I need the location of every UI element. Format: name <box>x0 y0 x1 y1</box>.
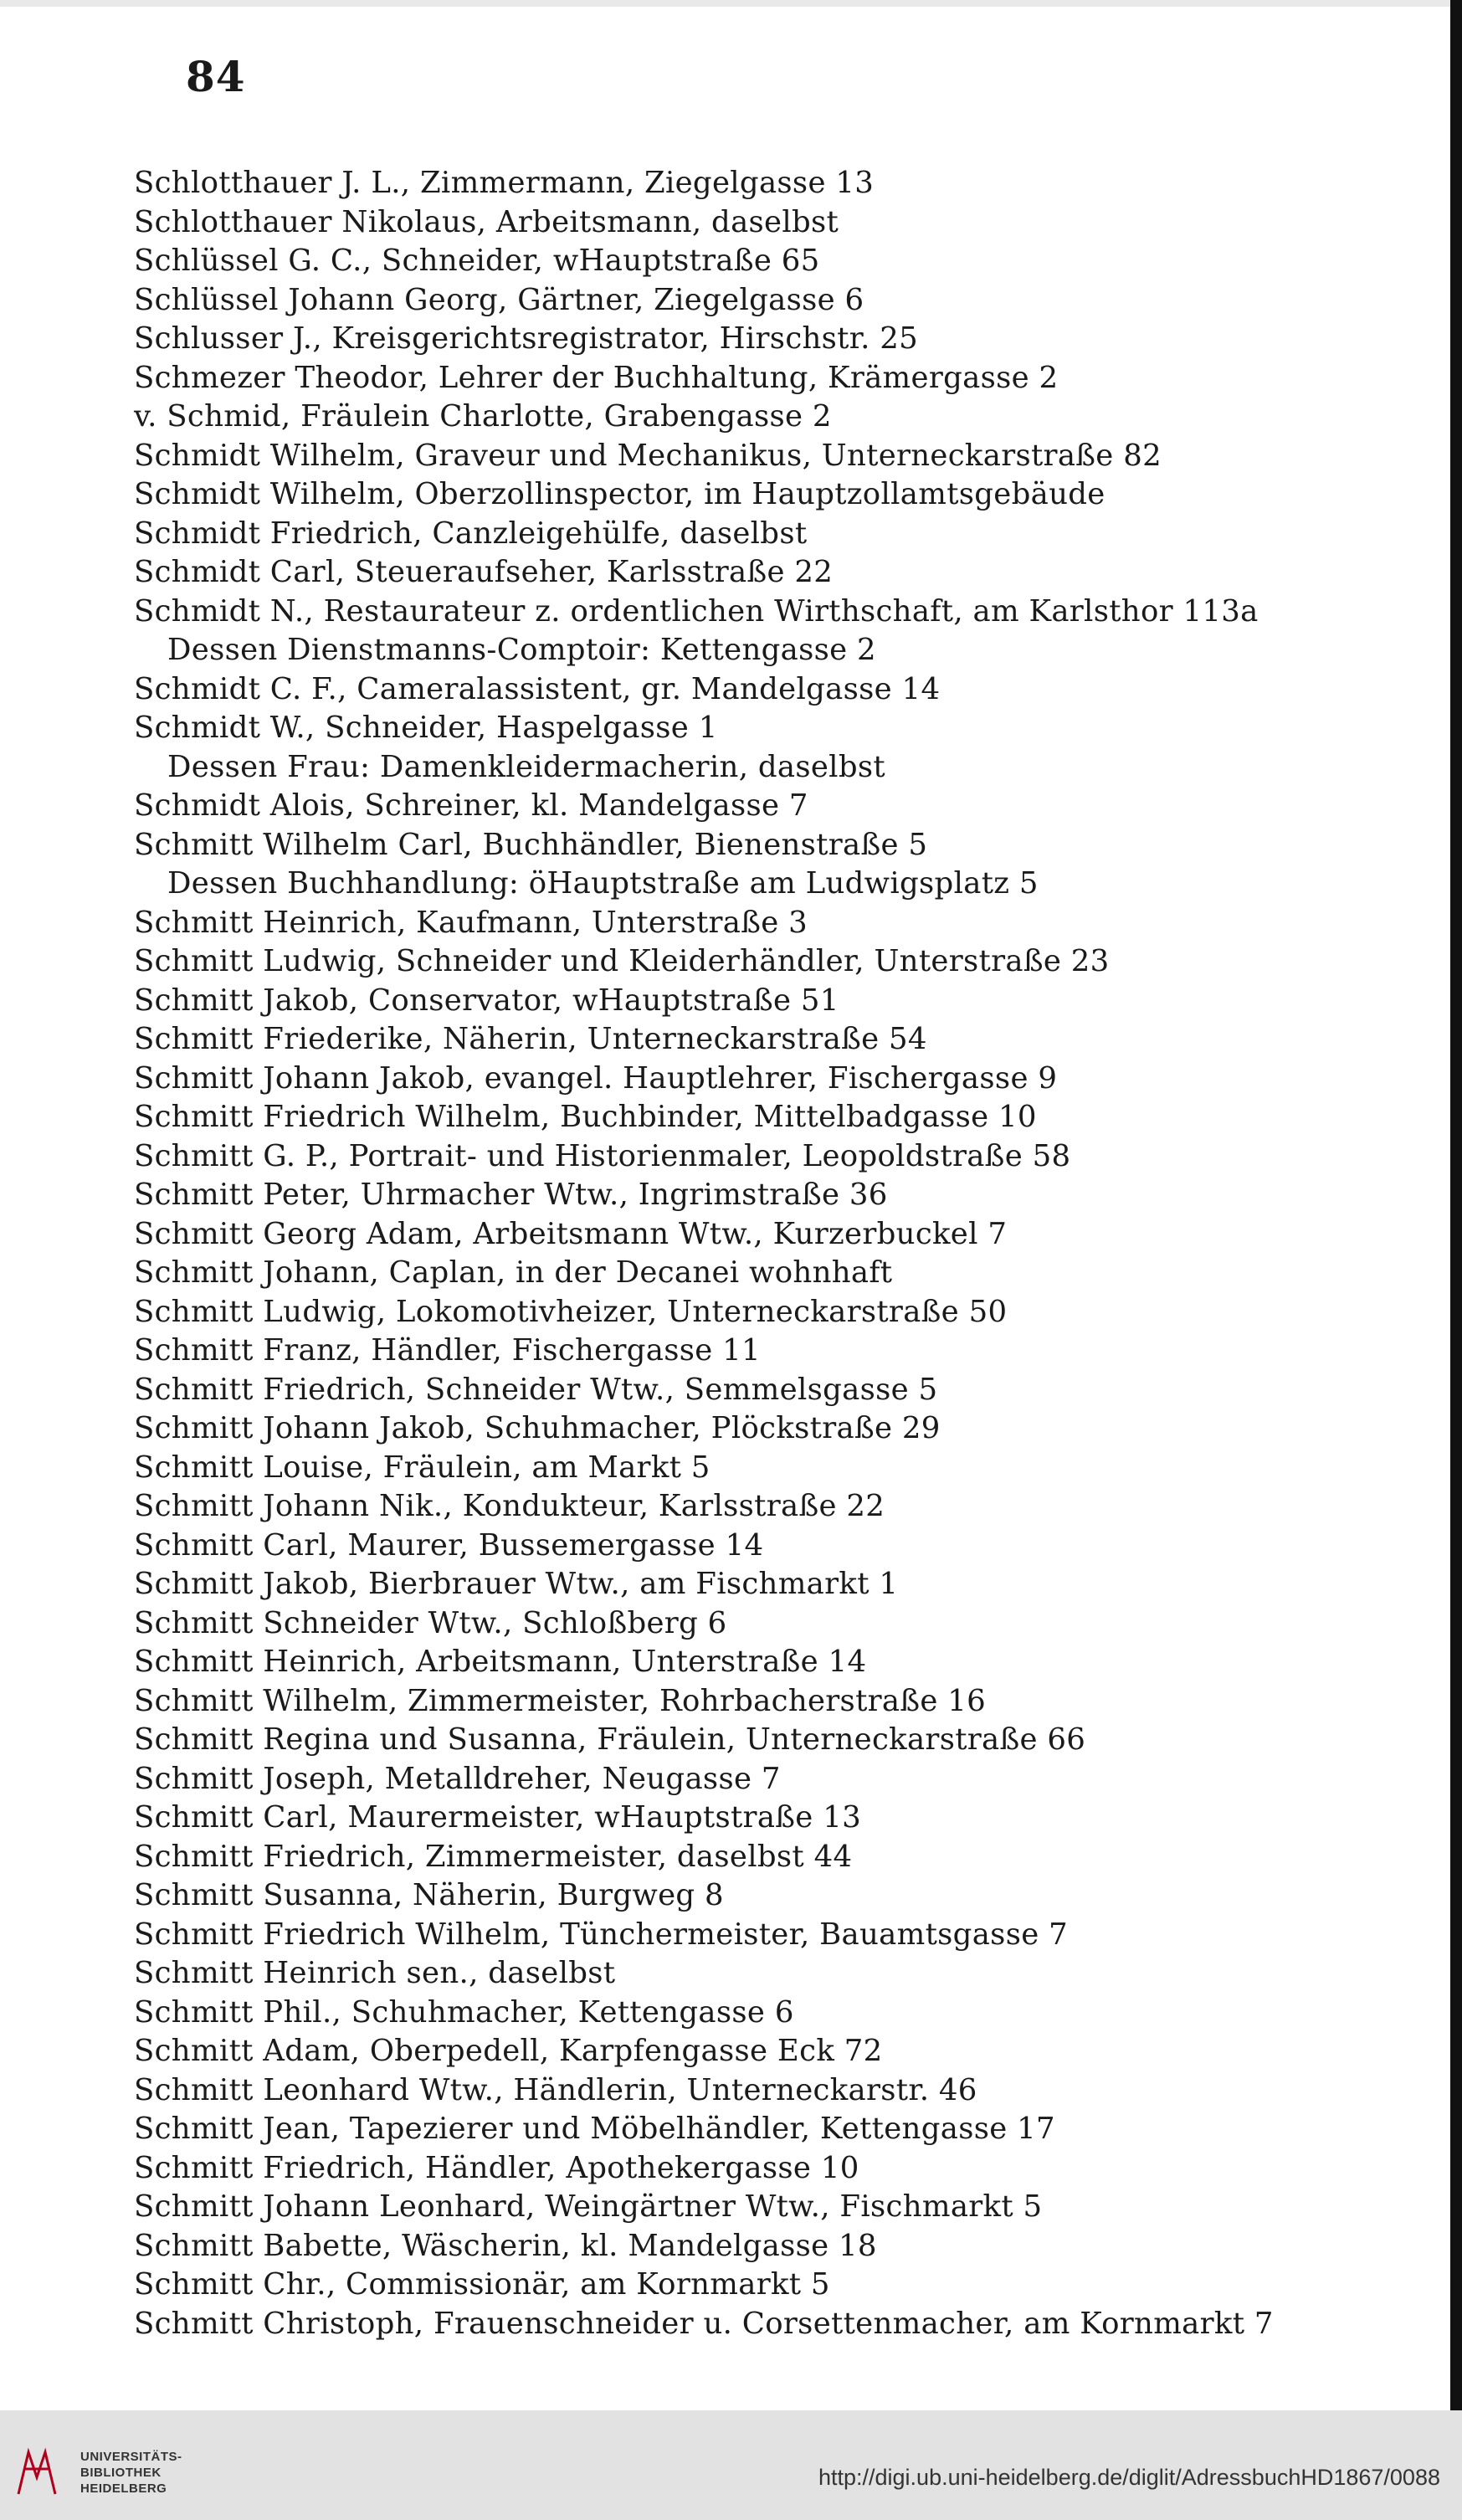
directory-entry: Schmezer Theodor, Lehrer der Buchhaltung, Krämergasse 2 <box>134 360 1059 395</box>
page-number: 84 <box>186 52 246 101</box>
directory-entry: Schmitt Joseph, Metalldreher, Neugasse 7 <box>134 1761 781 1796</box>
directory-entry: Schmitt Friedrich, Zimmermeister, daselbst 44 <box>134 1839 853 1874</box>
directory-entry: Schlotthauer J. L., Zimmermann, Ziegelgasse 13 <box>134 166 875 200</box>
directory-entry: Schlüssel Johann Georg, Gärtner, Ziegelgasse 6 <box>134 282 864 317</box>
directory-entry: Schmitt Adam, Oberpedell, Karpfengasse Eck 72 <box>134 2034 883 2068</box>
directory-subentry: Dessen Buchhandlung: öHauptstraße am Ludwigsplatz 5 <box>167 866 1039 901</box>
directory-entry: Schmitt Carl, Maurermeister, wHauptstraße 13 <box>134 1800 861 1835</box>
library-name-line: UNIVERSITÄTS- <box>80 2450 182 2464</box>
page-edge-shadow <box>1450 0 1462 2410</box>
library-seal-icon <box>12 2444 62 2502</box>
directory-entry: Schmitt Babette, Wäscherin, kl. Mandelgasse 18 <box>134 2228 877 2263</box>
source-url-link[interactable]: http://digi.ub.uni-heidelberg.de/diglit/AdressbuchHD1867/0088 <box>818 2465 1440 2490</box>
directory-entry: v. Schmid, Fräulein Charlotte, Grabengasse 2 <box>134 399 832 434</box>
directory-entry: Schmitt Carl, Maurer, Bussemergasse 14 <box>134 1527 764 1563</box>
directory-entry: Schmitt Peter, Uhrmacher Wtw., Ingrimstraße 36 <box>134 1178 888 1212</box>
directory-entry: Schlusser J., Kreisgerichtsregistrator, Hirschstr. 25 <box>134 321 919 356</box>
directory-entry: Schmitt Phil., Schuhmacher, Kettengasse 6 <box>134 1994 794 2030</box>
directory-entry: Schmitt Johann Jakob, evangel. Hauptlehrer, Fischergasse 9 <box>134 1060 1058 1096</box>
directory-entry: Schmidt C. F., Cameralassistent, gr. Mandelgasse 14 <box>134 671 941 706</box>
directory-entry: Schmitt Regina und Susanna, Fräulein, Unterneckarstraße 66 <box>134 1722 1086 1757</box>
top-edge <box>0 0 1462 7</box>
directory-entry: Schmitt Jakob, Conservator, wHauptstraße 51 <box>134 983 839 1018</box>
directory-entry: Schmitt Friederike, Näherin, Unterneckarstraße 54 <box>134 1022 927 1056</box>
directory-entry: Schmitt Johann, Caplan, in der Decanei wohnhaft <box>134 1255 893 1290</box>
directory-entry: Schmitt Susanna, Näherin, Burgweg 8 <box>134 1878 724 1912</box>
directory-entry: Schmitt Ludwig, Lokomotivheizer, Unterneckarstraße 50 <box>134 1294 1008 1329</box>
directory-entries <box>134 164 1389 2343</box>
directory-entry: Schmitt Franz, Händler, Fischergasse 11 <box>134 1333 761 1368</box>
directory-entry: Schmidt Carl, Steueraufseher, Karlsstraße 22 <box>134 555 834 589</box>
library-name-line: BIBLIOTHEK <box>80 2466 162 2480</box>
library-name <box>80 2449 182 2497</box>
directory-entry: Schmitt Christoph, Frauenschneider u. Corsettenmacher, am Kornmarkt 7 <box>134 2306 1274 2341</box>
directory-entry: Schmitt Louise, Fräulein, am Markt 5 <box>134 1450 710 1485</box>
directory-entry: Schmitt Heinrich, Arbeitsmann, Unterstraße 14 <box>134 1645 867 1679</box>
directory-entry: Schmidt W., Schneider, Haspelgasse 1 <box>134 711 718 745</box>
directory-entry: Schmidt Alois, Schreiner, kl. Mandelgasse 7 <box>134 788 808 823</box>
directory-entry: Schmidt Wilhelm, Oberzollinspector, im Hauptzollamtsgebäude <box>134 477 1105 511</box>
directory-entry: Schmitt Wilhelm, Zimmermeister, Rohrbacherstraße 16 <box>134 1683 987 1718</box>
library-name-line: HEIDELBERG <box>80 2482 167 2496</box>
directory-entry: Schmidt Wilhelm, Graveur und Mechanikus, Unterneckarstraße 82 <box>134 438 1162 473</box>
directory-entry: Schmitt Johann Leonhard, Weingärtner Wtw., Fischmarkt 5 <box>134 2189 1043 2224</box>
library-logo[interactable] <box>12 2444 187 2502</box>
directory-entry: Schmitt Jean, Tapezierer und Möbelhändler, Kettengasse 17 <box>134 2112 1055 2146</box>
directory-entry: Schmitt Johann Jakob, Schuhmacher, Plöckstraße 29 <box>134 1411 941 1445</box>
directory-entry: Schmitt Friedrich Wilhelm, Buchbinder, Mittelbadgasse 10 <box>134 1100 1037 1134</box>
directory-entry: Schmitt Friedrich, Händler, Apothekergasse 10 <box>134 2150 859 2185</box>
directory-entry: Schmitt G. P., Portrait- und Historienmaler, Leopoldstraße 58 <box>134 1138 1071 1173</box>
directory-entry: Schmidt Friedrich, Canzleigehülfe, daselbst <box>134 516 808 551</box>
directory-subentry: Dessen Dienstmanns-Comptoir: Kettengasse 2 <box>167 633 876 667</box>
directory-entry: Schmitt Wilhelm Carl, Buchhändler, Bienenstraße 5 <box>134 827 928 862</box>
directory-entry: Schmitt Georg Adam, Arbeitsmann Wtw., Kurzerbuckel 7 <box>134 1216 1008 1251</box>
directory-entry: Schmitt Chr., Commissionär, am Kornmarkt 5 <box>134 2267 830 2302</box>
directory-entry: Schmitt Ludwig, Schneider und Kleiderhändler, Unterstraße 23 <box>134 944 1110 978</box>
directory-entry: Schmitt Friedrich, Schneider Wtw., Semmelsgasse 5 <box>134 1372 938 1407</box>
directory-entry: Schmitt Heinrich, Kaufmann, Unterstraße 3 <box>134 905 808 940</box>
directory-entry: Schmitt Schneider Wtw., Schloßberg 6 <box>134 1605 727 1640</box>
directory-entry: Schmitt Jakob, Bierbrauer Wtw., am Fischmarkt 1 <box>134 1567 899 1601</box>
directory-entry: Schmitt Friedrich Wilhelm, Tünchermeister, Bauamtsgasse 7 <box>134 1917 1068 1952</box>
directory-subentry: Dessen Frau: Damenkleidermacherin, daselbst <box>167 749 885 784</box>
directory-entry: Schlotthauer Nikolaus, Arbeitsmann, daselbst <box>134 204 839 239</box>
directory-entry: Schmitt Leonhard Wtw., Händlerin, Unterneckarstr. 46 <box>134 2072 977 2107</box>
directory-entry: Schmitt Heinrich sen., daselbst <box>134 1956 616 1990</box>
directory-entry: Schmidt N., Restaurateur z. ordentlichen Wirthschaft, am Karlsthor 113a <box>134 593 1259 629</box>
directory-entry: Schlüssel G. C., Schneider, wHauptstraße 65 <box>134 244 820 278</box>
directory-entry: Schmitt Johann Nik., Kondukteur, Karlsstraße 22 <box>134 1489 885 1523</box>
